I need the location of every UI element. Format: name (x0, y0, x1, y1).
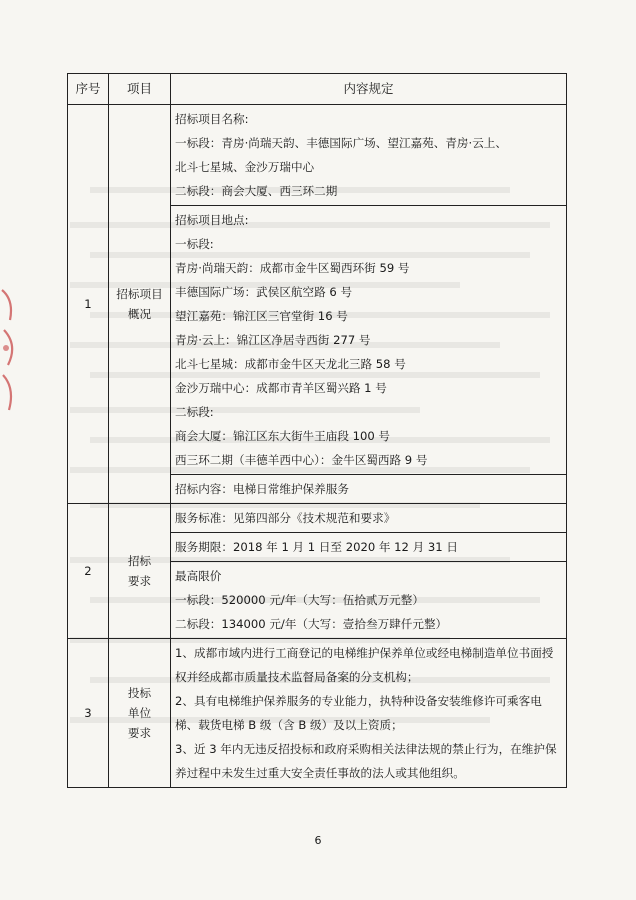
content-line: 一标段：520000 元/年（大写：伍拾贰万元整） (175, 593, 424, 607)
item-line: 要求 (127, 574, 152, 588)
content-line: 招标项目地点: (175, 213, 249, 227)
content-paragraph: 3、近 3 年内无违反招投标和政府采购相关法律法规的禁止行为，在维护保养过程中未发生过重大安全责任事故的法人或其他组织。 (175, 742, 557, 780)
content-block-project-name (171, 105, 567, 206)
item-line: 单位 (127, 706, 152, 720)
content-paragraph: 2、具有电梯维护保养服务的专业能力，执特种设备安装维修许可乘客电梯、载货电梯 B 级（含 B 级）及以上资质； (175, 694, 542, 732)
table-row (68, 105, 567, 206)
content-line: 望江嘉苑：锦江区三官堂街 16 号 (175, 309, 348, 323)
row-item (109, 639, 171, 788)
header-content: 内容规定 (171, 74, 567, 105)
content-line: 最高限价 (175, 569, 222, 583)
content-line: 招标内容：电梯日常维护保养服务 (175, 482, 349, 496)
content-line: 丰德国际广场：武侯区航空路 6 号 (175, 285, 353, 299)
content-block-bidder-requirements (171, 639, 567, 788)
content-line: 西三环二期（丰德羊西中心）：金牛区蜀西路 9 号 (175, 453, 428, 467)
spec-table (67, 73, 567, 788)
item-line: 招标 (127, 554, 152, 568)
page-number: 6 (314, 834, 322, 847)
table-row (68, 639, 567, 788)
item-line: 投标 (127, 686, 152, 700)
seal-stamp-edge (0, 270, 26, 420)
header-item: 项目 (109, 74, 171, 105)
content-block-service-period (171, 533, 567, 562)
item-line: 招标项目 (116, 287, 163, 301)
row-item (109, 504, 171, 639)
item-line: 概况 (127, 307, 152, 321)
row-item (109, 105, 171, 504)
content-line: 金沙万瑞中心：成都市青羊区蜀兴路 1 号 (175, 381, 387, 395)
content-block-project-location (171, 206, 567, 475)
table-header-row (68, 74, 567, 105)
content-line: 招标项目名称: (175, 112, 249, 126)
content-line: 青房·尚瑞天韵：成都市金牛区蜀西环街 59 号 (175, 261, 410, 275)
row-number: 2 (68, 504, 109, 639)
row-number: 3 (68, 639, 109, 788)
content-line: 二标段: (175, 405, 214, 419)
content-line: 二标段：134000 元/年（大写：壹拾叁万肆仟元整） (175, 617, 448, 631)
content-line: 北斗七星城、金沙万瑞中心 (175, 160, 315, 174)
header-no: 序号 (68, 74, 109, 105)
content-line: 青房·云上：锦江区净居寺西街 277 号 (175, 333, 371, 347)
content-paragraph: 1、成都市域内进行工商登记的电梯维护保养单位或经电梯制造单位书面授权并经成都市质量技术监督局备案的分支机构； (175, 646, 554, 684)
item-line: 要求 (127, 726, 152, 740)
content-block-service-standard (171, 504, 567, 533)
content-line: 服务期限：2018 年 1 月 1 日至 2020 年 12 月 31 日 (175, 540, 458, 554)
table-row (68, 504, 567, 533)
content-block-scope (171, 475, 567, 504)
content-line: 一标段: (175, 237, 214, 251)
content-line: 二标段：商会大厦、西三环二期 (175, 184, 338, 198)
row-number: 1 (68, 105, 109, 504)
content-line: 商会大厦：锦江区东大街牛王庙段 100 号 (175, 429, 391, 443)
content-line: 服务标准：见第四部分《技术规范和要求》 (175, 511, 396, 525)
content-line: 北斗七星城：成都市金牛区天龙北三路 58 号 (175, 357, 406, 371)
content-block-price-cap (171, 562, 567, 639)
content-line: 一标段：青房·尚瑞天韵、丰德国际广场、望江嘉苑、青房·云上、 (175, 136, 507, 150)
